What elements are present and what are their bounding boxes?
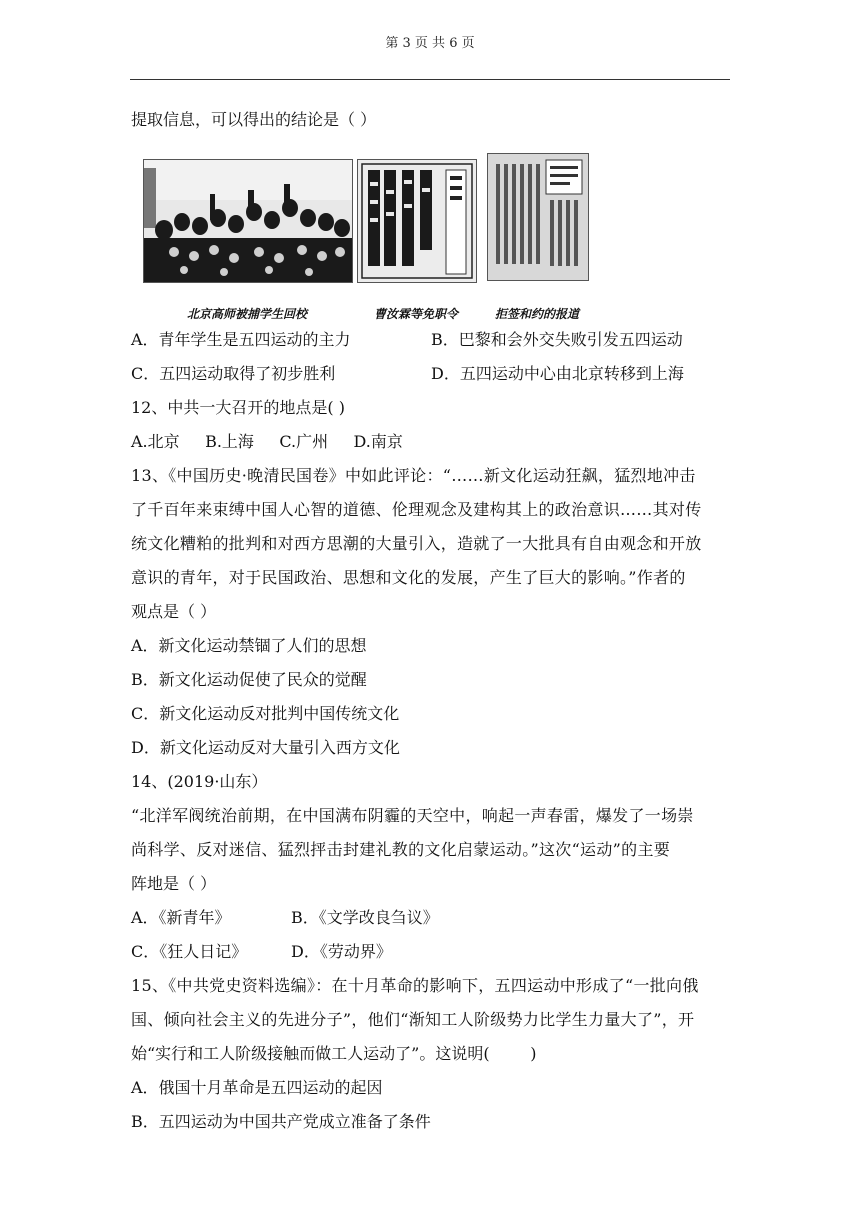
q14-line-3: 阵地是（ ） bbox=[131, 874, 217, 893]
header-rule bbox=[130, 79, 730, 80]
q11-options-row-2 bbox=[131, 357, 731, 391]
q14-option-a: A．《新青年》 bbox=[131, 908, 231, 927]
q11-options-row-1 bbox=[131, 323, 731, 357]
q13-option-a: A．新文化运动禁锢了人们的思想 bbox=[131, 636, 367, 655]
q13-line-2: 了千百年来束缚中国人心智的道德、伦理观念及建构其上的政治意识……其对传 bbox=[131, 500, 702, 519]
figure-caption-2: 曹汝霖等免职令 bbox=[373, 307, 458, 321]
q11-option-b: B．巴黎和会外交失败引发五四运动 bbox=[431, 330, 683, 349]
q15-option-a: A．俄国十月革命是五四运动的起因 bbox=[131, 1078, 383, 1097]
q12-stem: 12、中共一大召开的地点是( ) bbox=[131, 398, 345, 417]
q14-options-row-2 bbox=[131, 935, 731, 969]
q13-option-d: D．新文化运动反对大量引入西方文化 bbox=[131, 738, 400, 757]
q14-line-2: 尚科学、反对迷信、猛烈抨击封建礼教的文化启蒙运动。”这次“运动”的主要 bbox=[131, 840, 671, 859]
q13-option-c: C．新文化运动反对批判中国传统文化 bbox=[131, 704, 400, 723]
q11-option-c: C．五四运动取得了初步胜利 bbox=[131, 364, 336, 383]
q14-option-d: D．《劳动界》 bbox=[291, 942, 392, 961]
q11-option-d: D．五四运动中心由北京转移到上海 bbox=[431, 364, 684, 383]
q14-line-1: “北洋军阀统治前期，在中国满布阴霾的天空中，响起一声春雷，爆发了一场崇 bbox=[131, 806, 694, 825]
q15-line-3: 始“实行和工人阶级接触而做工人运动了”。这说明( ) bbox=[131, 1044, 537, 1063]
q13-line-4: 意识的青年，对于民国政治、思想和文化的发展，产生了巨大的影响。”作者的 bbox=[131, 568, 686, 587]
page-header: 第 3 页 共 6 页 bbox=[385, 36, 475, 51]
decree-newspaper bbox=[357, 159, 477, 283]
q11-figures bbox=[131, 137, 731, 327]
q15-option-b: B．五四运动为中国共产党成立准备了条件 bbox=[131, 1112, 431, 1131]
q13-line-5: 观点是（ ） bbox=[131, 602, 217, 621]
document-body bbox=[131, 103, 731, 1139]
q12-options: A.北京 B.上海 C.广州 D.南京 bbox=[131, 432, 403, 451]
q14-option-b: B．《文学改良刍议》 bbox=[291, 908, 439, 927]
figure-caption-3: 拒签和约的报道 bbox=[494, 307, 579, 321]
q11-stem-tail: 提取信息，可以得出的结论是（ ） bbox=[131, 110, 377, 129]
q14-head: 14、(2019·山东） bbox=[131, 772, 268, 791]
q15-line-1: 15、《中共党史资料选编》：在十月革命的影响下，五四运动中形成了“一批向俄 bbox=[131, 976, 699, 995]
q15-line-2: 国、倾向社会主义的先进分子”，他们“渐知工人阶级势力比学生力量大了”，开 bbox=[131, 1010, 695, 1029]
crowd-photo bbox=[143, 159, 353, 283]
q13-line-1: 13、《中国历史·晚清民国卷》中如此评论：“……新文化运动狂飙，猛烈地冲击 bbox=[131, 466, 696, 485]
q13-option-b: B．新文化运动促使了民众的觉醒 bbox=[131, 670, 367, 689]
treaty-report-newspaper bbox=[487, 153, 589, 281]
q14-options-row-1 bbox=[131, 901, 731, 935]
q13-line-3: 统文化糟粕的批判和对西方思潮的大量引入，造就了一大批具有自由观念和开放 bbox=[131, 534, 702, 553]
figure-caption-1: 北京高师被捕学生回校 bbox=[186, 307, 307, 321]
q14-option-c: C．《狂人日记》 bbox=[131, 942, 248, 961]
q11-option-a: A．青年学生是五四运动的主力 bbox=[131, 330, 351, 349]
